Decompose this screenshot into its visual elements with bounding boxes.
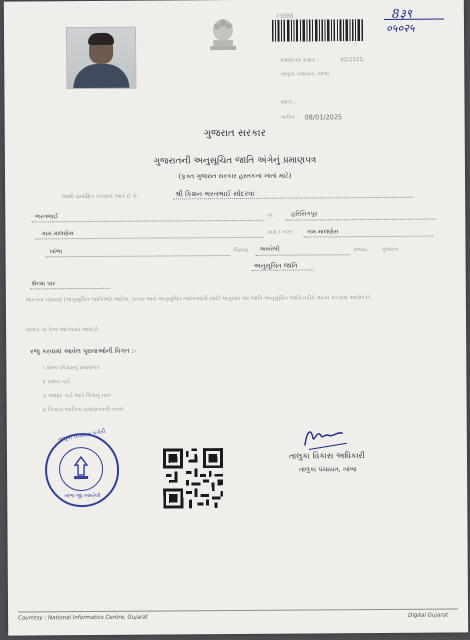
officer-designation: તાલુકા વિકાસ અધિકારી (288, 451, 365, 461)
caste-category: અનુસૂચિત જાતિ (253, 261, 298, 270)
row3-mid-label: ગામ / નગર (267, 229, 293, 236)
signature-icon (301, 423, 351, 453)
village-name: હરિસિંગપુર (291, 210, 318, 218)
certificate-title: ગુજરાતની અનુસૂચિત જાતિ અંગેનું પ્રમાણપત્ર (153, 155, 317, 167)
barcode-icon (272, 19, 364, 42)
stamp-emblem-icon (69, 455, 93, 481)
row3-right-value: નમ માલણેસ (307, 228, 339, 236)
signature-text (303, 426, 306, 427)
stamp-bottom-text: ખાંભા જી.અમરેલી (64, 492, 101, 500)
documents-heading: રજુ કરવામાં આવેલ પુરાવાઓની વિગત :- (30, 346, 137, 356)
government-title: ગુજરાત સરકાર (203, 127, 266, 140)
handwritten-reference: ०५०२५ (385, 21, 415, 35)
document-item-1: ૧ શાળા છોડ્યાનું પ્રમાણપત્ર (42, 364, 100, 372)
caste-name: શેન્મા પાર (31, 280, 56, 288)
district-label: જિલ્લા (233, 247, 249, 255)
certificate-number: 42/2025 (340, 57, 364, 64)
document-item-3: ૩ આધાર કાર્ડ અને પિતાનું નામ (42, 392, 111, 400)
applicant-photo (66, 27, 136, 89)
state-label: રાજ્ય (353, 247, 368, 254)
row3-right-underline (303, 236, 433, 238)
row3-left-value: ગામ માલણેસ (41, 230, 74, 238)
footer-courtesy: Courtesy : National Informatics Centre, Gujarat (18, 614, 148, 622)
caste-underline (252, 269, 314, 270)
caste-name-underline (30, 288, 110, 290)
place-label: સ્થળ : (280, 99, 296, 106)
date-label: તારીખ : (280, 114, 299, 121)
certificate-subtitle: (ફક્ત ગુજરાત સરકાર હસ્તકના ખાતાં માટે) (178, 171, 292, 181)
issued-line: ૨૦૨૫ ના રોજ આપવામાં આવે છે. (26, 326, 101, 334)
photo-hair (88, 33, 114, 45)
barcode-number: 7​38​8​8 (275, 13, 294, 20)
row3-underline (35, 237, 263, 240)
father-underline (31, 220, 263, 223)
qr-code-icon (163, 448, 223, 508)
footer-brand: Digital Gujarat (408, 612, 449, 619)
father-name: ભરતભાઈ (35, 213, 59, 221)
officer-office: તાલુકા પંચાયત, ખાંભા (299, 465, 357, 474)
footer-rule (18, 608, 458, 612)
village-label: ના (267, 212, 273, 219)
intro-text: આથી પ્રમાણિત કરવામાં આવે છે કે, (61, 193, 139, 201)
district-underline (256, 254, 350, 256)
taluka-underline (46, 255, 230, 257)
state-emblem-icon (199, 10, 247, 58)
official-stamp (45, 428, 120, 508)
taluka-value: ખાંભા (49, 248, 63, 256)
taluka-office-header: તાલુકા પંચાયત, ખાંભા (280, 71, 330, 78)
state-value: ગુજરાત (381, 246, 399, 253)
village-underline (285, 219, 435, 221)
photo-shoulders (73, 64, 129, 89)
document-item-4: ૪ પિતાના જાતિના પ્રમાણપત્રની નકલ (42, 406, 124, 414)
stamp-text: તાલુકા પંચાયત કચેરી (57, 428, 106, 444)
issue-date: 08/01/2025 (304, 113, 343, 122)
district-value: અમરેલી (259, 245, 280, 253)
handwritten-serial: 8३९ (391, 6, 413, 21)
applicant-name: શ્રી કિશન ભરતભાઈ સોંદરવા (175, 189, 255, 199)
handwritten-divider (384, 19, 444, 20)
legal-paragraph: ભારતના બંધારણ (અનુસૂચિત જાતિઓ) આદેશ, ૧૦૫૦ અને અનુસૂચિત જાતિઓની યાદી અનુસાર આ જાતિ અનુસૂચિત જાતિ તરીકે માન્ય કરવામાં આવેલ છે. (25, 295, 372, 304)
certificate-document (4, 0, 468, 636)
document-item-2: ૨ રાશન કાર્ડ (42, 379, 70, 386)
certificate-number-label: પ્રમાણપત્ર ક્રમાંક : (280, 57, 320, 64)
